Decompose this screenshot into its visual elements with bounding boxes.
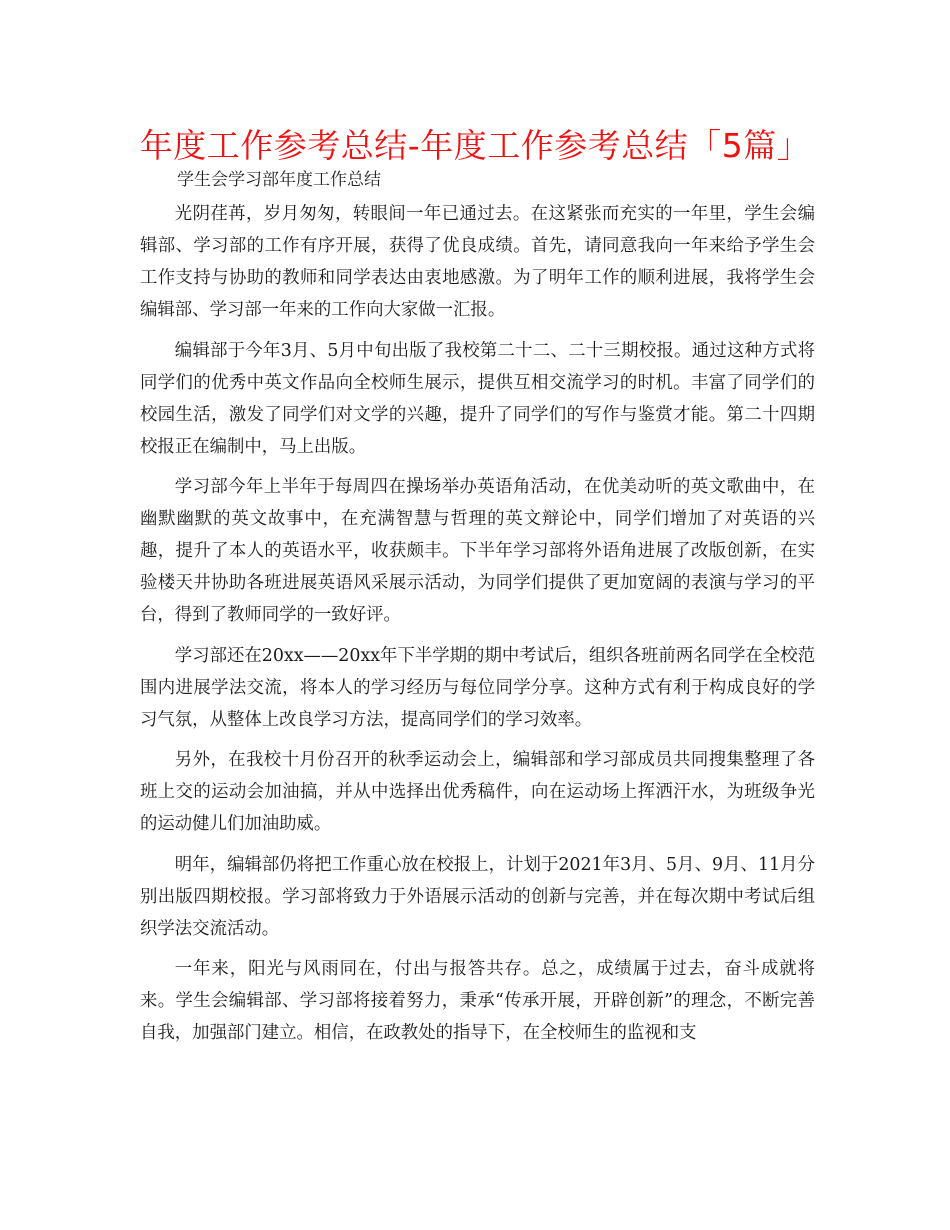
document-subtitle: 学生会学习部年度工作总结 [177, 170, 381, 190]
paragraph: 编辑部于今年3月、5月中旬出版了我校第二十二、二十三期校报。通过这种方式将同学们的优秀中英文作品向全校师生展示，提供互相交流学习的时机。丰富了同学们的校园生活，激发了同学们对文学的兴趣，提升了同学们的写作与鉴赏才能。第二十四期校报正在编制中，马上出版。 [140, 340, 815, 457]
paragraph: 明年，编辑部仍将把工作重心放在校报上，计划于2021年3月、5月、9月、11月分别出版四期校报。学习部将致力于外语展示活动的创新与完善，并在每次期中考试后组织学法交流活动。 [140, 854, 815, 939]
paragraph: 一年来，阳光与风雨同在，付出与报答共存。总之，成绩属于过去，奋斗成就将来。学生会编辑部、学习部将接着努力，秉承“传承开展，开辟创新”的理念，不断完善自我，加强部门建立。相信，在政教处的指导下，在全校师生的监视和支 [140, 959, 815, 1043]
paragraph: 另外，在我校十月份召开的秋季运动会上，编辑部和学习部成员共同搜集整理了各班上交的运动会加油搞，并从中选择出优秀稿件，向在运动场上挥洒汗水，为班级争光的运动健儿们加油助威。 [140, 750, 815, 834]
paragraph: 光阴荏苒，岁月匆匆，转眼间一年已通过去。在这紧张而充实的一年里，学生会编辑部、学习部的工作有序开展，获得了优良成绩。首先，请同意我向一年来给予学生会工作支持与协助的教师和同学表达由衷地感激。为了明年工作的顺利进展，我将学生会编辑部、学习部一年来的工作向大家做一汇报。 [140, 204, 815, 320]
document-body [140, 198, 815, 1058]
paragraph: 学习部今年上半年于每周四在操场举办英语角活动，在优美动听的英文歌曲中，在幽默幽默的英文故事中，在充满智慧与哲理的英文辩论中，同学们增加了对英语的兴趣，提升了本人的英语水平，收获颇丰。下半年学习部将外语角进展了改版创新，在实验楼天井协助各班进展英语风采展示活动，为同学们提供了更加宽阔的表演与学习的平台，得到了教师同学的一致好评。 [140, 477, 815, 625]
document-title: 年度工作参考总结-年度工作参考总结「5篇」 [139, 126, 811, 165]
paragraph: 学习部还在20xx——20xx年下半学期的期中考试后，组织各班前两名同学在全校范围内进展学法交流，将本人的学习经历与每位同学分享。这种方式有利于构成良好的学习气氛，从整体上改良学习方法，提高同学们的学习效率。 [140, 645, 815, 730]
